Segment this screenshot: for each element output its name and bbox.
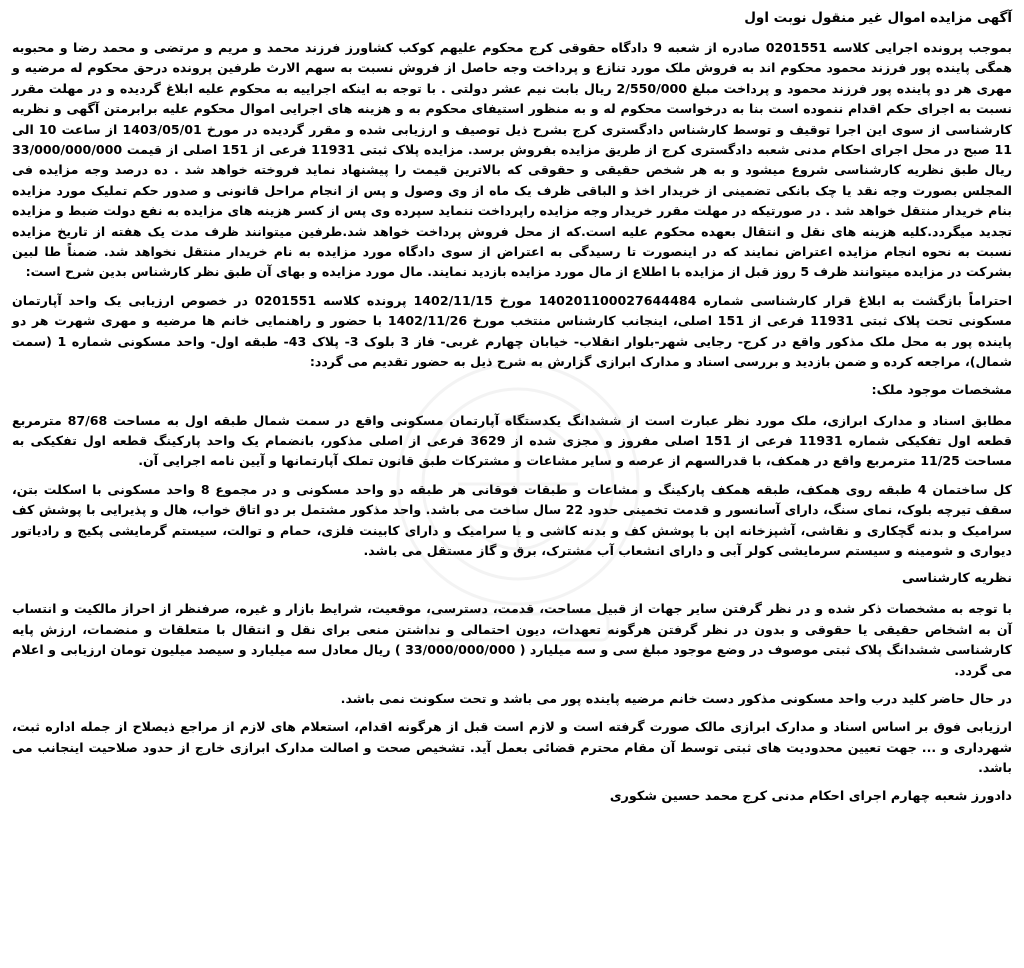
notice-page [8, 4, 1016, 964]
property-specs-heading: مشخصات موجود ملک: [871, 382, 1012, 398]
notice-intro-paragraph: بموجب پرونده اجرایی کلاسه 0201551 صادره از شعبه 9 دادگاه حقوقی کرج محکوم علیهم کوکب کشاورز فرزند محمد و مریم و مرتضی و محمد رضا و محبوبه همگی پاینده پور فرزند محمود محکوم اند به فروش ملک مورد تنازع و پرداخت وجه حاصل از فروش نسبت به سهم الارث طرفین پرونده درحق محکوم له مرضیه و مهری هر دو پاینده پور فرزند محمود و پرداخت مبلغ 2/550/000 ریال بابت نیم عشر دولتی . با توجه به اینکه اجراییه به محکوم علیه ابلاغ گردیده و در مهلت مقرر نسبت به اجرای حکم اقدام ننموده است بنا به درخواست محکوم له و به منظور استیفای محکوم به و هزینه های اجرایی اموال محکوم علیه برابرمتن آگهی و نظریه کارشناسی از سوی این اجرا توقیف و توسط کارشناس دادگستری کرج بشرح ذیل توصیف و ارزیابی شده و مقرر گردیده در مورخ 1403/05/01 از ساعت 10 الی 11 صبح در محل اجرای احکام مدنی شعبه دادگستری کرج از طریق مزایده بفروش برسد. مزایده پلاک ثبتی 11931 فرعی از 151 اصلی از قیمت 33/000/000/000 ریال طبق نظریه کارشناسی شروع میشود و به هر شخص حقیقی و حقوقی که بالاترین قیمت را پیشنهاد نماید فروخته خواهد شد . ده درصد وجه مزایده فی المجلس بصورت وجه نقد یا چک بانکی تضمینی از خریدار اخذ و الباقی ظرف یک ماه از وی وصول و پس از انجام مراحل قانونی و صدور حکم تملیک مورد مزایده بنام خریدار منتقل خواهد شد . در صورتیکه در مهلت مقرر خریدار وجه مزایده راپرداخت ننماید سپرده وی پس از کسر هزینه های مزایده به نفع دولت ضبط و مزایده تجدید میگردد.کلیه هزینه های نقل و انتقال بعهده محکوم علیه است.که از محل فروش پرداخت خواهد شد.طرفین میتوانند ظرف مدت یک هفته از تاریخ مزایده نسبت به نحوه انجام مزایده اعتراض نمایند که در اینصورت تا رسیدگی به اعتراض از سوی دادگاه مورد مزایده به نام خریدار منتقل نخواهد شد. ضمناً طا لبین بشرکت در مزایده میتوانند ظرف 5 روز قبل از مزایده با اطلاع از مال مورد مزایده بازدید نمایند. مال مورد مزایده و بهای آن طبق نظر کارشناس بدین شرح است: [12, 40, 1012, 280]
key-status-paragraph: در حال حاضر کلید درب واحد مسکونی مذکور دست خانم مرضیه پاینده پور می باشد و تحت سکونت نمی باشد. [340, 690, 1012, 706]
expert-opinion-heading: نظریه کارشناسی [901, 571, 1012, 587]
signature-line: دادورز شعبه چهارم اجرای احکام مدنی کرج محمد حسین شکوری [609, 788, 1012, 804]
notice-title: آگهی مزایده اموال غیر منقول نوبت اول [744, 10, 1012, 26]
property-specs-paragraph: مطابق اسناد و مدارک ابرازی، ملک مورد نظر عبارت است از ششدانگ یکدستگاه آپارتمان مسکونی واقع در سمت شمال طبقه اول به مساحت 87/68 مترمربع قطعه اول تفکیکی شماره 11931 فرعی از 151 اصلی مفروز و مجزی شده از 3629 فرعی از اصلی مذکور، بانضمام یک واحد پارکینگ قطعه اول تفکیکی به مساحت 11/25 مترمربع واقع در همکف، با قدرالسهم از عرصه و سایر مشاعات و مشترکات طبق قانون تملک آپارتمانها و آیین نامه اجرایی آن. [12, 412, 1012, 469]
disclaimer-paragraph: ارزیابی فوق بر اساس اسناد و مدارک ابرازی مالک صورت گرفته است و لازم است قبل از هرگونه اقدام، استعلام های لازم از مراجع ذیصلاح از جمله اداره ثبت، شهرداری و ... جهت تعیین محدودیت های ثبتی توسط آن مقام محترم قضائی بعمل آید. تشخیص صحت و اصالت مدارک ابرازی خارج از حدود صلاحیت اینجانب می باشد. [12, 719, 1012, 776]
building-description-paragraph: کل ساختمان 4 طبقه روی همکف، طبقه همکف پارکینگ و مشاعات و طبقات فوقانی هر طبقه دو واحد مسکونی و در مجموع 8 واحد مسکونی با اسکلت بتن، سقف تیرچه بلوک، نمای سنگ، دارای آسانسور و قدمت تخمینی حدود 22 سال ساخت می باشد. واحد مذکور مشتمل بر دو اتاق خواب، هال و پذیرایی با پوشش کف سرامیک و بدنه گچکاری و نقاشی، آشپزخانه اپن با پوشش کف و بدنه کاشی و یا سرامیک و دارای کابینت فلزی، حمام و توالت، سیستم گرمایشی پکیج و رادیاتور دیواری و شومینه و سیستم سرمایشی کولر آبی و دارای انشعاب آب مشترک، برق و گاز مستقل می باشد. [12, 481, 1012, 558]
expert-report-intro-paragraph: احتراماً بازگشت به ابلاغ قرار کارشناسی شماره 140201100027644484 مورخ 1402/11/15 پرونده کلاسه 0201551 در خصوص ارزیابی یک واحد آپارتمان مسکونی تحت پلاک ثبتی 11931 فرعی از 151 اصلی، اینجانب کارشناس منتخب مورخ 1402/11/26 با حضور و راهنمایی خانم ها مرضیه و مهری شهرت هر دو پاینده پور به محل ملک مذکور واقع در کرج- رجایی شهر-بلوار انقلاب- خیابان چهارم غربی- فاز 3 بلوک 3- پلاک 43- طبقه اول- واحد مسکونی شماره 1 (سمت شمال)، مراجعه کرده و ضمن بازدید و بررسی اسناد و مدارک ابرازی گزارش به شرح ذیل به حضور تقدیم می گردد: [12, 292, 1013, 370]
expert-opinion-paragraph: با توجه به مشخصات ذکر شده و در نظر گرفتن سایر جهات از قبیل مساحت، قدمت، دسترسی، موقعیت، شرایط بازار و غیره، صرفنظر از احراز مالکیت و انتساب آن به اشخاص حقیقی یا حقوقی و بدون در نظر گرفتن هرگونه تعهدات، دیون احتمالی و نداشتن منعی برای نقل و انتقال با متعلقات و منضمات، ارزش پایه کارشناسی ششدانگ پلاک ثبتی موصوف در وضع موجود مبلغ سی و سه میلیارد ( 33/000/000/000 ) ریال معادل سه میلیارد و سیصد میلیون تومان ارزیابی و اعلام می گردد. [12, 601, 1012, 678]
